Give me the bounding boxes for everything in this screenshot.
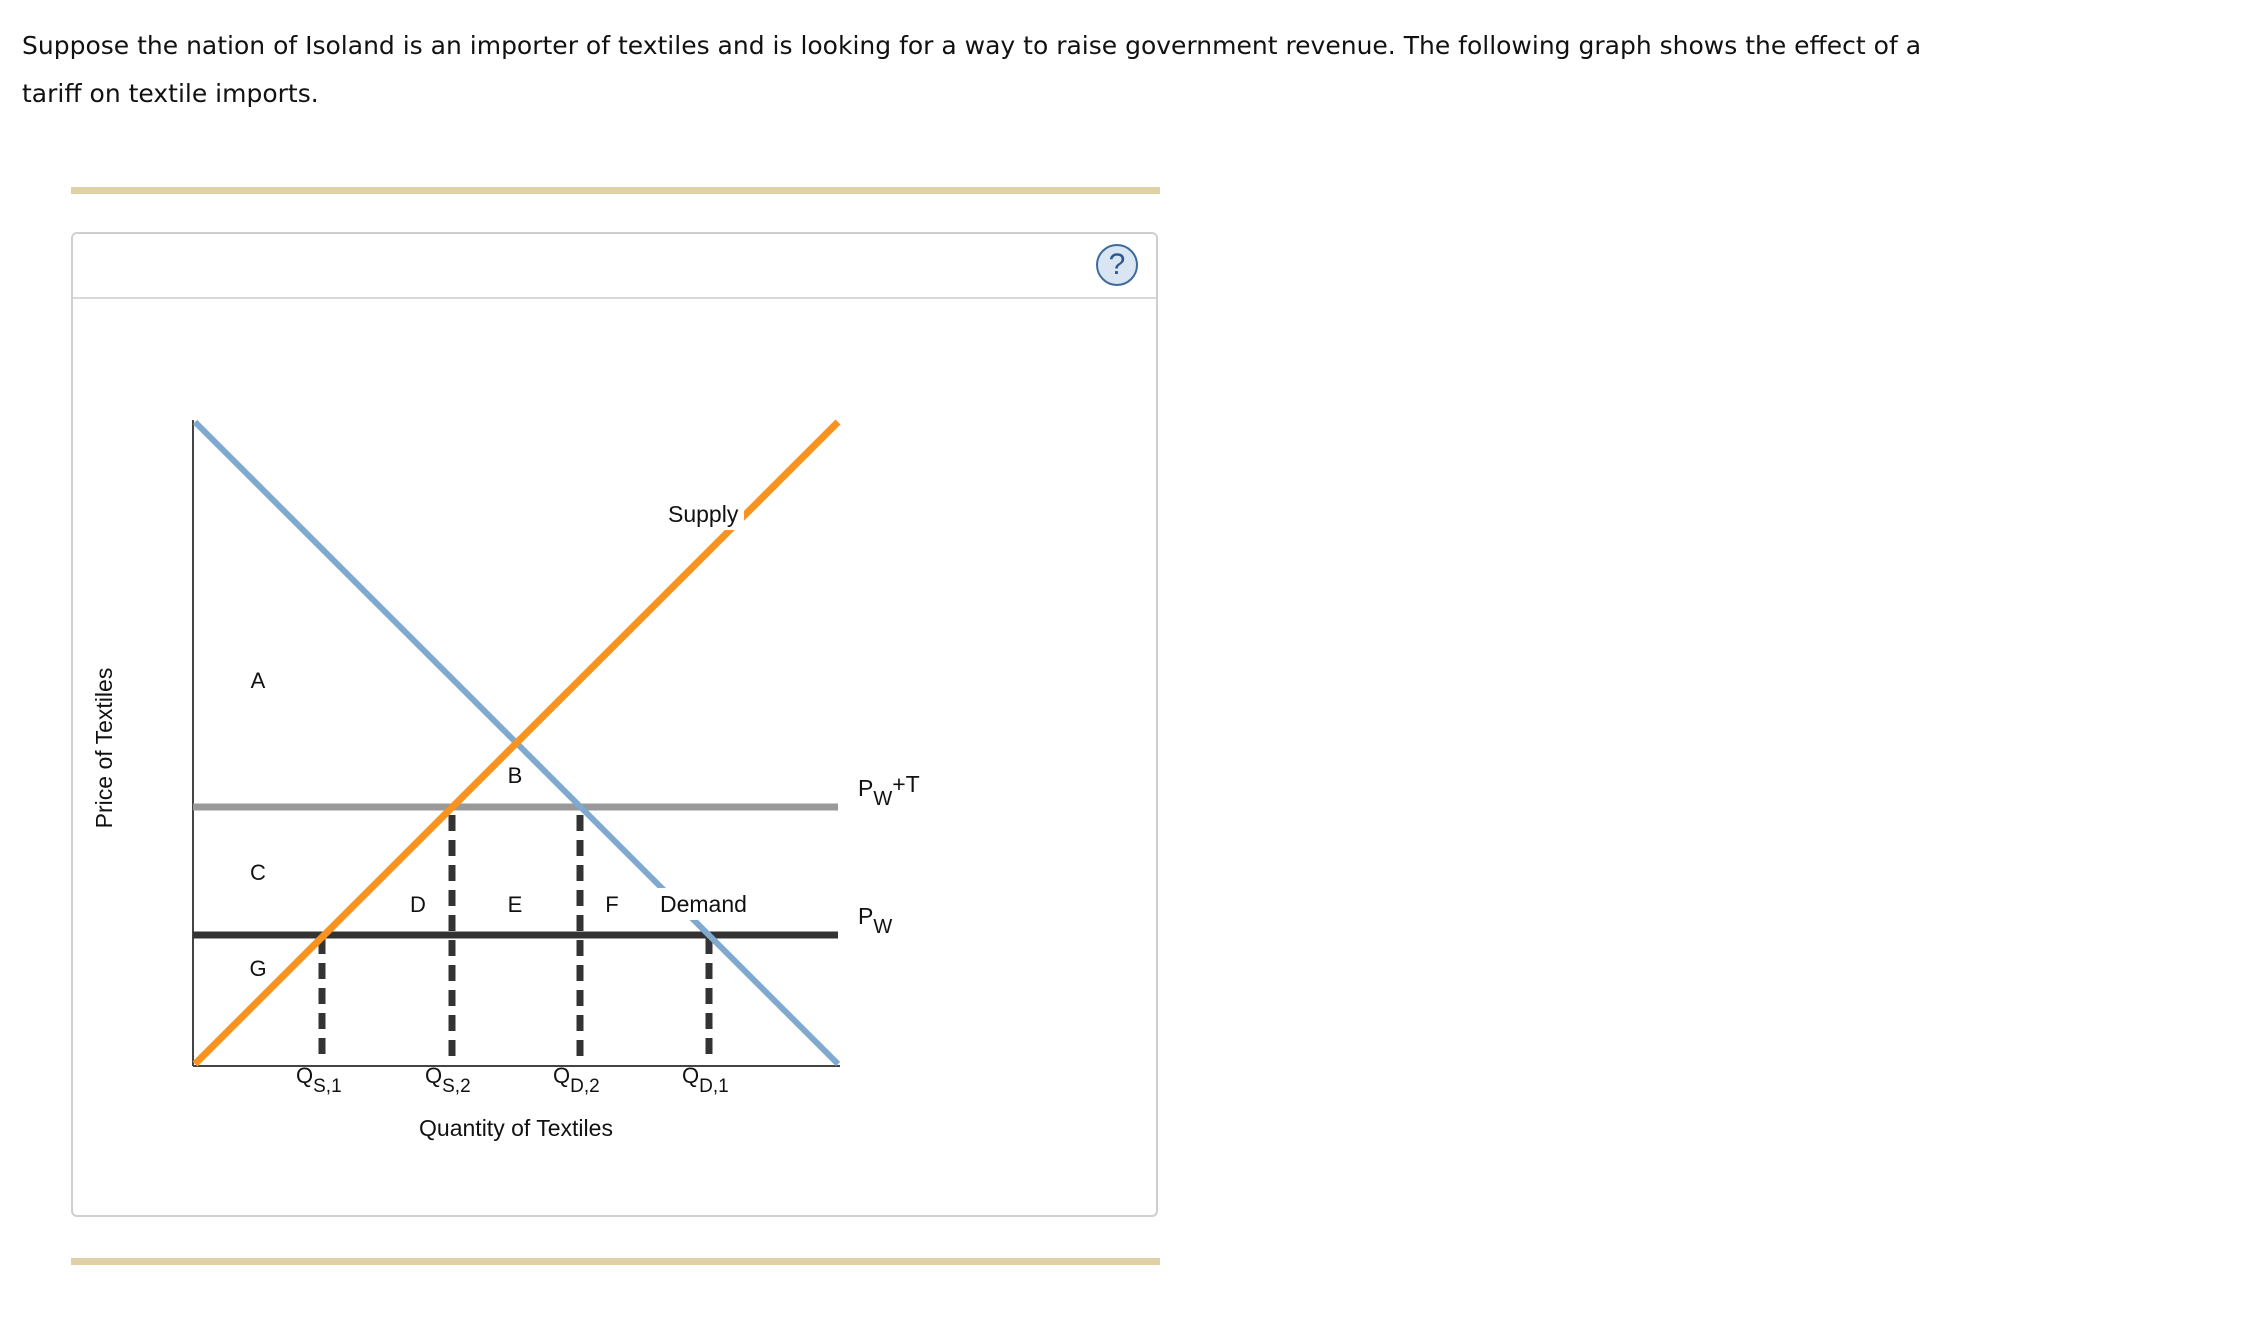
tariff-price-label-main: P — [858, 775, 874, 801]
area-label-d: D — [410, 892, 426, 917]
qd1-label-main: Q — [682, 1063, 700, 1088]
area-label-f: F — [605, 892, 619, 917]
question-text: Suppose the nation of Isoland is an importer of textiles and is looking for a way to raise government revenue. The following graph shows the effect of a tariff on textile imports. — [22, 31, 1922, 108]
qs2-label-sub: S,2 — [442, 1076, 471, 1097]
qd2-label-sub: D,2 — [570, 1076, 600, 1097]
qd2-label — [553, 1063, 600, 1097]
qs1-label — [296, 1063, 342, 1097]
tariff-price-label-sub: W — [873, 788, 893, 810]
area-label-e: E — [507, 892, 523, 917]
qd1-label-sub: D,1 — [699, 1076, 729, 1097]
area-label-c: C — [250, 860, 266, 885]
demand-label: Demand — [660, 891, 747, 917]
tariff-price-label-tail: +T — [892, 771, 920, 797]
x-axis-title: Quantity of Textiles — [419, 1115, 613, 1141]
y-axis-title: Price of Textiles — [91, 667, 117, 829]
qs2-label-main: Q — [425, 1063, 443, 1088]
world-price-label — [858, 903, 892, 938]
area-label-a: A — [250, 668, 266, 693]
world-price-label-sub: W — [873, 916, 893, 938]
qs2-label — [425, 1063, 471, 1097]
help-icon: ? — [1108, 248, 1126, 281]
area-label-g: G — [249, 956, 267, 981]
tariff-price-label — [858, 771, 920, 810]
qd1-label — [682, 1063, 729, 1097]
supply-label: Supply — [668, 501, 739, 527]
world-price-label-main: P — [858, 903, 874, 929]
qs1-label-main: Q — [296, 1063, 314, 1088]
bottom-divider — [71, 1258, 1160, 1265]
qs1-label-sub: S,1 — [313, 1076, 342, 1097]
area-label-b: B — [507, 763, 523, 788]
qd2-label-main: Q — [553, 1063, 571, 1088]
